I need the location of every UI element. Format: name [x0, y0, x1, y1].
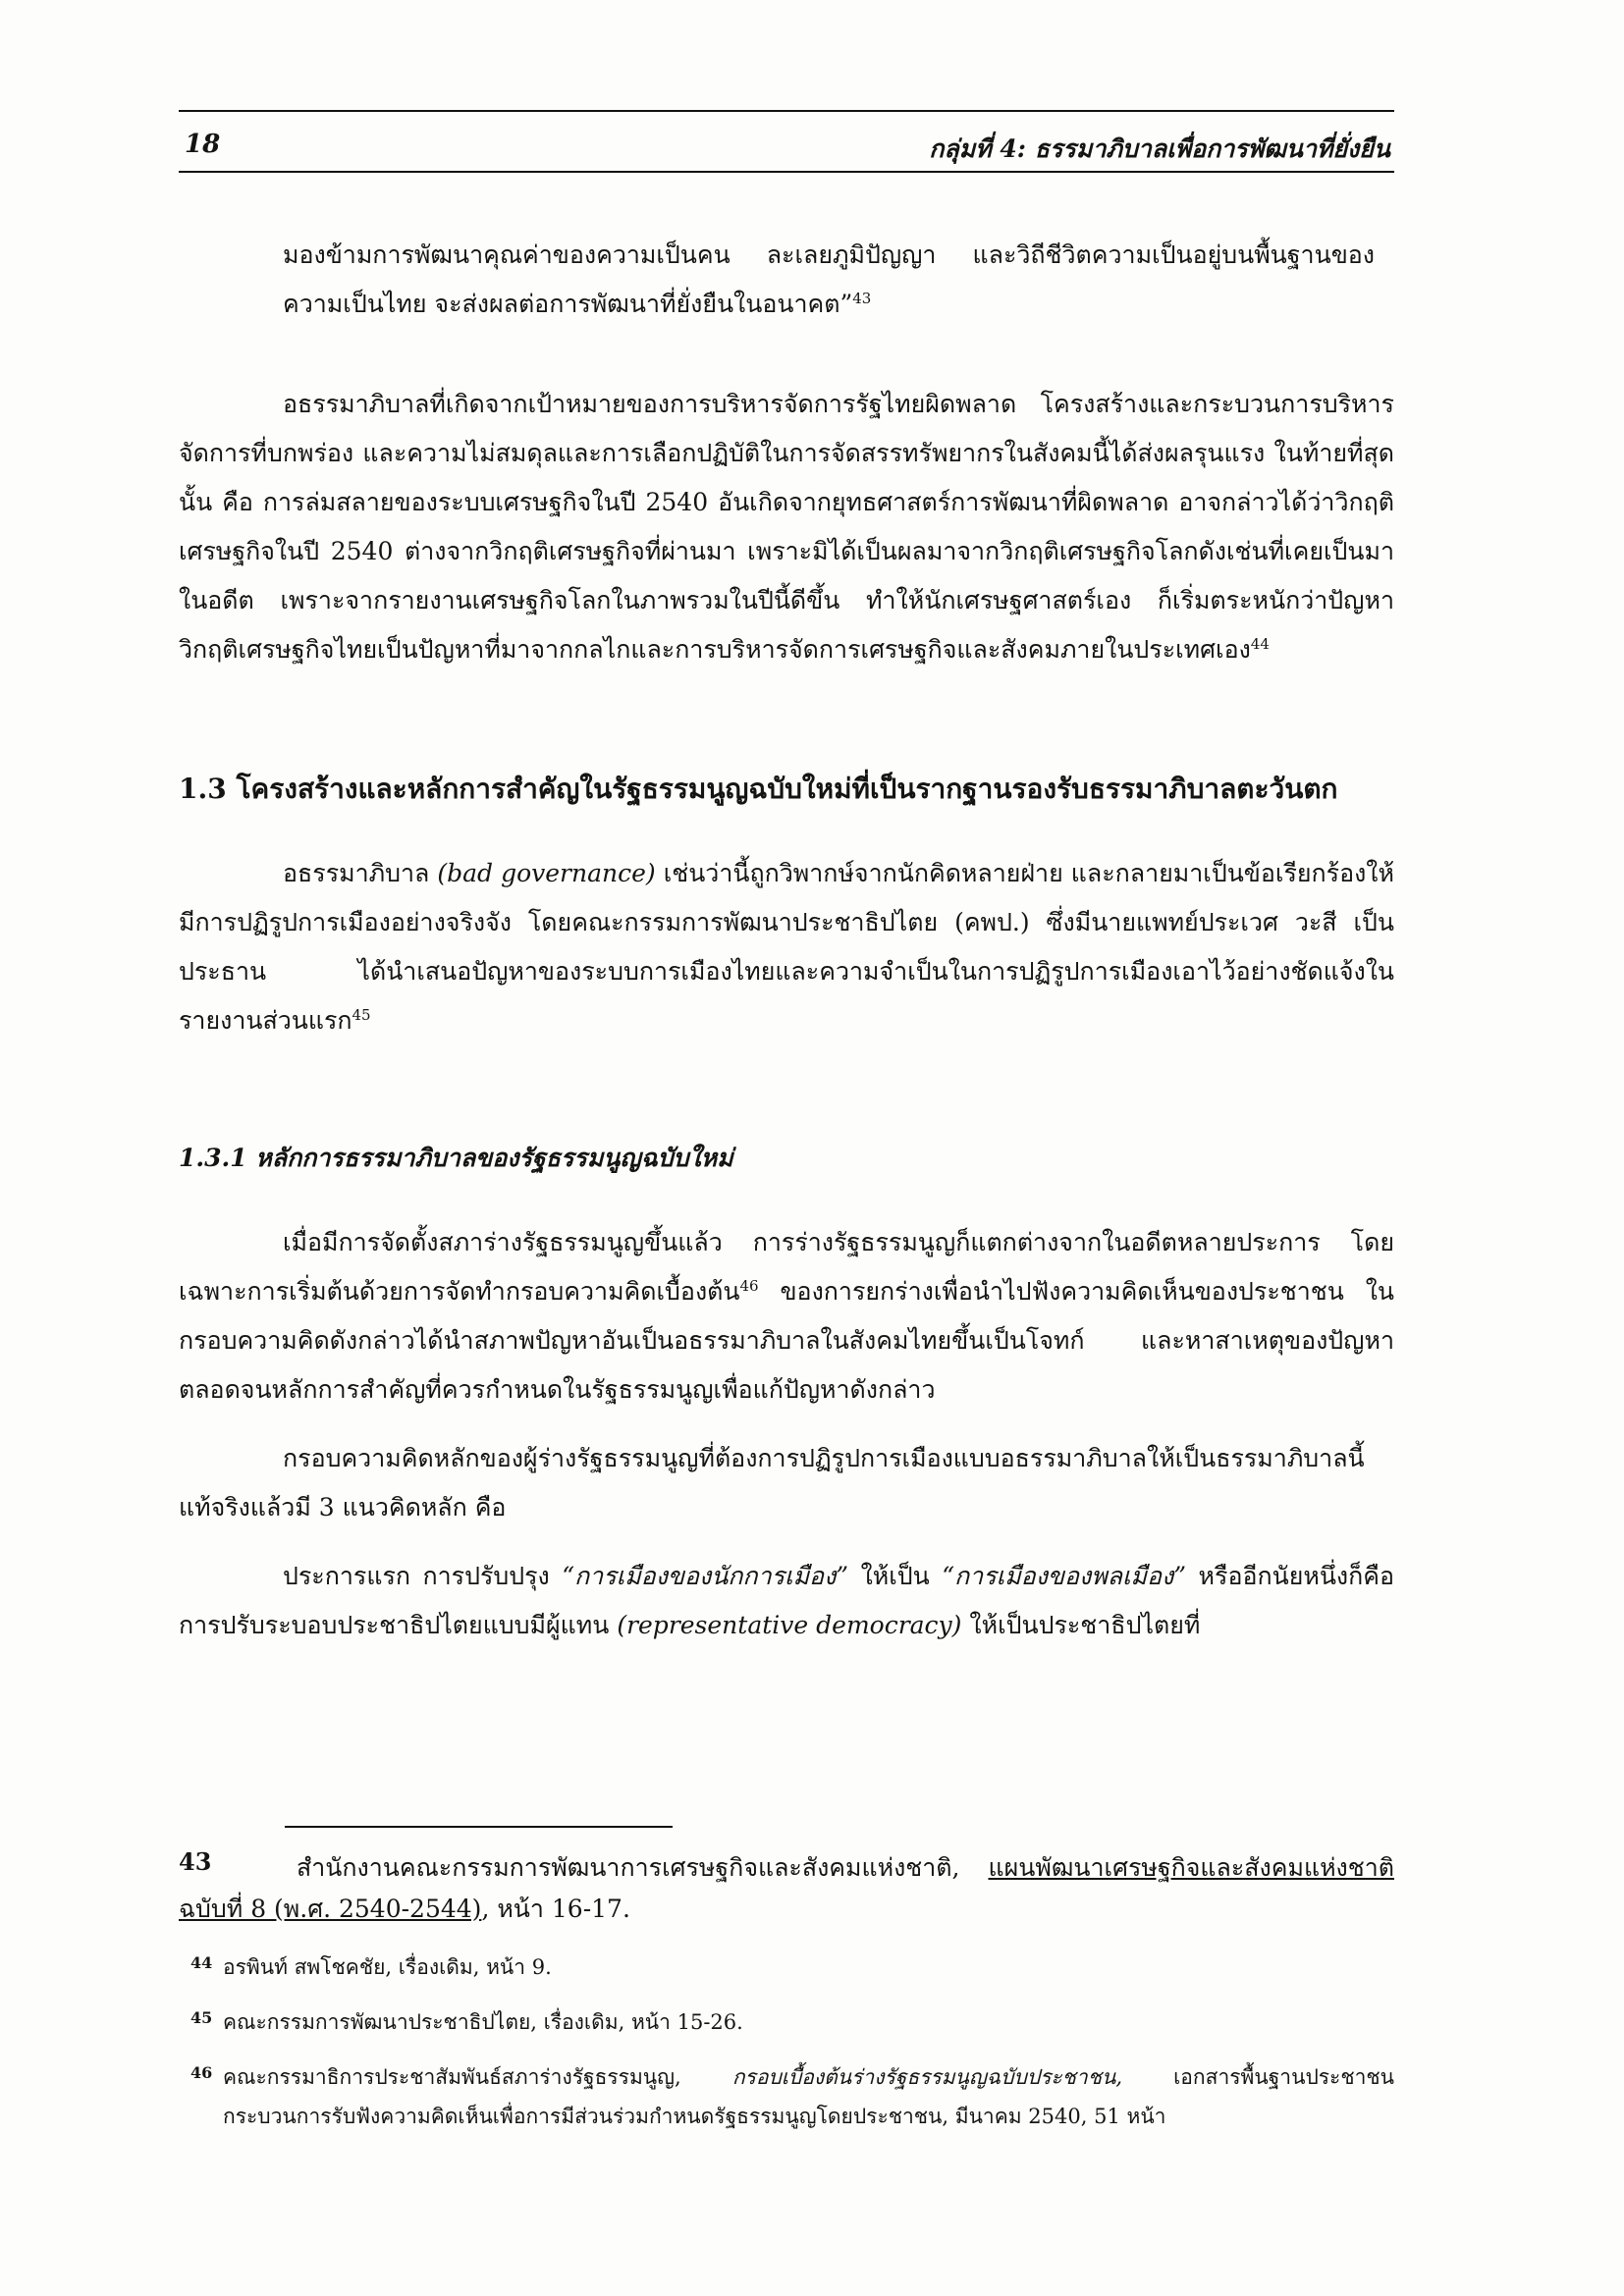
footnote-44	[179, 1948, 1394, 1987]
section-heading: 1.3 โครงสร้างและหลักการสำคัญในรัฐธรรมนูญฉบับใหม่ที่เป็นรากฐานรองรับธรรมาภิบาลตะวันตก	[179, 773, 1338, 805]
footnote-43	[179, 1842, 1394, 1930]
footnote-text: เอกสารพื้นฐานประชาชนกระบวนการรับฟังความคิดเห็นเพื่อการมีส่วนร่วมกำหนดรัฐธรรมนูญโดยประชาชน, มีนาคม 2540, 51 หน้า	[223, 2065, 1394, 2128]
paragraph-text: ประการแรก การปรับปรุง	[283, 1562, 550, 1590]
subsection-heading: 1.3.1 หลักการธรรมาภิบาลของรัฐธรรมนูญฉบับใหม่	[179, 1144, 733, 1172]
footnote-text: คณะกรรมการพัฒนาประชาธิปไตย, เรื่องเดิม, หน้า 15-26.	[223, 2010, 743, 2034]
paragraph-text: เมื่อมีการจัดตั้งสภาร่างรัฐธรรมนูญขึ้นแล้ว การร่างรัฐธรรมนูญก็แตกต่างจากในอดีตหลายประการ โดยเฉพาะการเริ่มต้นด้วยการจัดทำกรอบความคิดเบื้องต้น	[179, 1228, 1394, 1306]
footnote-number: 43	[179, 1847, 212, 1876]
footnote-title: กรอบเบื้องต้นร่างรัฐธรรมนูญฉบับประชาชน,	[731, 2065, 1122, 2089]
paragraph	[179, 1218, 1394, 1415]
footnote-number: 46	[190, 2063, 213, 2082]
footnote-ref-46: 46	[739, 1277, 759, 1295]
paragraph-text: ให้เป็น	[860, 1562, 930, 1590]
paragraph-text: ให้เป็นประชาธิปไตยที่	[969, 1611, 1201, 1639]
footnote-46	[179, 2057, 1394, 2136]
paragraph-text: ของการยกร่างเพื่อนำไปฟังความคิดเห็นของประชาชน ในกรอบความคิดดังกล่าวได้นำสภาพปัญหาอันเป็นอธรรมาภิบาลในสังคมไทยขึ้นเป็นโจทก์ และหาสาเหตุของปัญหา ตลอดจนหลักการสำคัญที่ควรกำหนดในรัฐธรรมนูญเพื่อแก้ปัญหาดังกล่าว	[179, 1277, 1394, 1404]
paragraph-text: อธรรมาภิบาลที่เกิดจากเป้าหมายของการบริหารจัดการรัฐไทยผิดพลาด โครงสร้างและกระบวนการบริหารจัดการที่บกพร่อง และความไม่สมดุลและการเลือกปฏิบัติในการจัดสรรทรัพยากรในสังคมนี้ได้ส่งผลรุนแรง ในท้ายที่สุดนั้น คือ การล่มสลายของระบบเศรษฐกิจในปี 2540 อันเกิดจากยุทธศาสตร์การพัฒนาที่ผิดพลาด อาจกล่าวได้ว่าวิกฤติเศรษฐกิจในปี 2540 ต่างจากวิกฤติเศรษฐกิจที่ผ่านมา เพราะมิได้เป็นผลมาจากวิกฤติเศรษฐกิจโลกดังเช่นที่เคยเป็นมาในอดีต เพราะจากรายงานเศรษฐกิจโลกในภาพรวมในปีนี้ดีขึ้น ทำให้นักเศรษฐศาสตร์เอง ก็เริ่มตระหนักว่าปัญหาวิกฤติเศรษฐกิจไทยเป็นปัญหาที่มาจากกลไกและการบริหารจัดการเศรษฐกิจและสังคมภายในประเทศเอง	[179, 390, 1394, 664]
footnote-text: อรพินท์ สพโชคชัย, เรื่องเดิม, หน้า 9.	[223, 1955, 552, 1979]
footnote-divider	[285, 1826, 673, 1828]
footnote-text: คณะกรรมาธิการประชาสัมพันธ์สภาร่างรัฐธรรมนูญ,	[223, 2065, 681, 2089]
quoted-phrase: “การเมืองของนักการเมือง”	[562, 1562, 849, 1590]
paragraph	[179, 1552, 1394, 1650]
footnote-ref-45: 45	[352, 1006, 371, 1024]
footnote-ref-43: 43	[852, 290, 872, 307]
running-title: กลุ่มที่ 4: ธรรมาภิบาลเพื่อการพัฒนาที่ยั่งยืน	[929, 134, 1390, 163]
paragraph-text: เช่นว่านี้ถูกวิพากษ์จากนักคิดหลายฝ่าย และกลายมาเป็นข้อเรียกร้องให้มีการปฏิรูปการเมืองอย่างจริงจัง โดยคณะกรรมการพัฒนาประชาธิปไตย (คพป.) ซึ่งมีนายแพทย์ประเวศ วะสี เป็นประธาน ได้นำเสนอปัญหาของระบบการเมืองไทยและความจำเป็นในการปฏิรูปการเมืองเอาไว้อย่างชัดแจ้งในรายงานส่วนแรก	[179, 859, 1394, 1035]
footnotes	[179, 1842, 1394, 2152]
body-content	[179, 231, 1394, 1650]
footnote-number: 45	[190, 2008, 213, 2027]
footnote-ref-44: 44	[1250, 635, 1270, 653]
page-number: 18	[185, 130, 221, 159]
english-term: (representative democracy)	[617, 1611, 962, 1639]
quoted-phrase: “การเมืองของพลเมือง”	[942, 1562, 1187, 1590]
paragraph	[179, 380, 1394, 674]
quote-text: มองข้ามการพัฒนาคุณค่าของความเป็นคน ละเลยภูมิปัญญา และวิถีชีวิตความเป็นอยู่บนพื้นฐานของความเป็นไทย จะส่งผลต่อการพัฒนาที่ยั่งยืนในอนาคต”	[283, 240, 1375, 318]
paragraph	[179, 849, 1394, 1045]
footnote-number: 44	[190, 1953, 213, 1972]
footnote-text: สำนักงานคณะกรรมการพัฒนาการเศรษฐกิจและสังคมแห่งชาติ,	[297, 1853, 960, 1882]
block-quote	[179, 231, 1394, 329]
footnote-text: , หน้า 16-17.	[481, 1895, 630, 1923]
english-term: (bad governance)	[437, 859, 656, 887]
paragraph-text: อธรรมาภิบาล	[283, 859, 430, 887]
footnote-45	[179, 2002, 1394, 2042]
footnote-title: แผนพัฒนาเศรษฐกิจและสังคมแห่งชาติ ฉบับที่ 8 (พ.ศ. 2540-2544)	[179, 1853, 1394, 1923]
paragraph-text: หรืออีกนัยหนึ่งก็คือ การปรับระบอบประชาธิปไตยแบบมีผู้แทน	[179, 1562, 1395, 1639]
paragraph-text: กรอบความคิดหลักของผู้ร่างรัฐธรรมนูญที่ต้องการปฏิรูปการเมืองแบบอธรรมาภิบาลให้เป็นธรรมาภิบาลนี้ แท้จริงแล้วมี 3 แนวคิดหลัก คือ	[179, 1444, 1365, 1522]
paragraph	[179, 1434, 1394, 1532]
page-header	[179, 110, 1394, 173]
